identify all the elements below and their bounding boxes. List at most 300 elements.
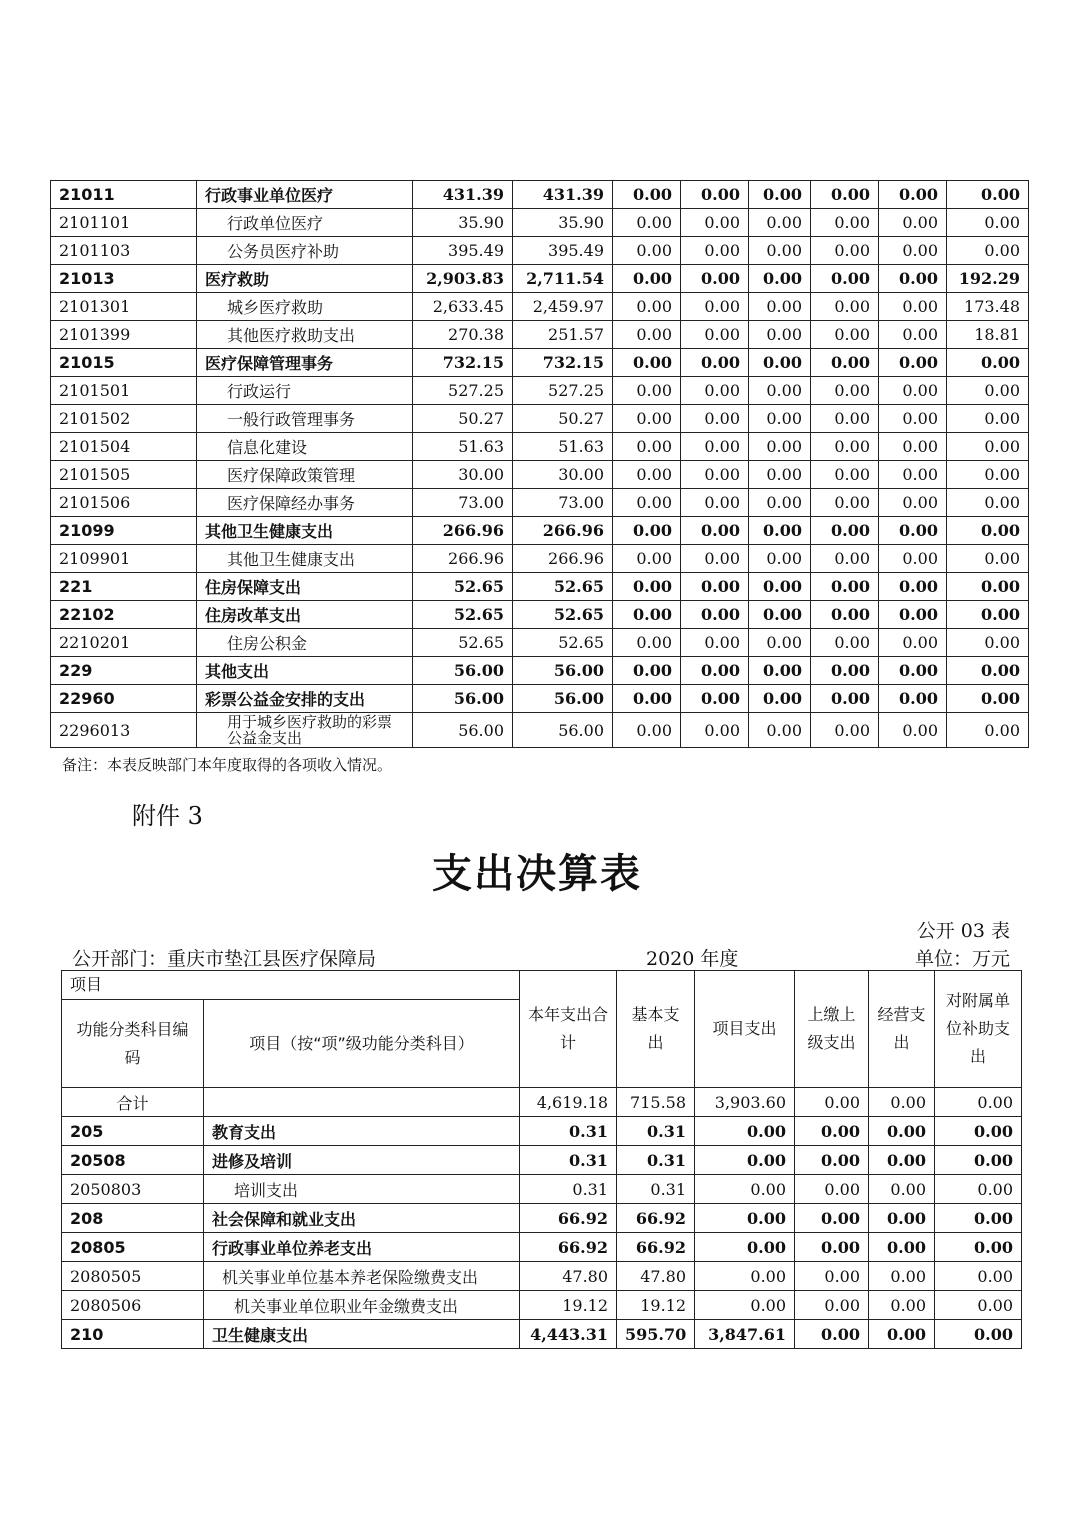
expenditure-table (61, 970, 1022, 1349)
row-value: 0.00 (935, 1088, 1022, 1117)
row-name: 行政事业单位养老支出 (204, 1233, 520, 1262)
row-value: 0.00 (879, 349, 947, 377)
row-name: 其他医疗救助支出 (197, 321, 413, 349)
row-value: 0.00 (811, 237, 879, 265)
row-value: 0.00 (749, 685, 811, 713)
row-value: 0.31 (617, 1146, 695, 1175)
row-name: 行政事业单位医疗 (197, 181, 413, 209)
row-value: 0.00 (613, 517, 681, 545)
row-name: 城乡医疗救助 (197, 293, 413, 321)
row-code: 22102 (51, 601, 197, 629)
row-value: 0.00 (935, 1262, 1022, 1291)
row-value: 0.00 (879, 545, 947, 573)
row-value: 0.00 (749, 293, 811, 321)
row-value: 52.65 (413, 629, 513, 657)
row-value: 0.00 (947, 461, 1029, 489)
row-code: 2080505 (62, 1262, 204, 1291)
row-code: 21099 (51, 517, 197, 545)
row-value: 0.00 (749, 433, 811, 461)
table-row (51, 629, 1029, 657)
row-value: 0.00 (795, 1291, 869, 1320)
row-value: 0.00 (749, 181, 811, 209)
row-value: 0.00 (935, 1146, 1022, 1175)
row-value: 0.00 (811, 545, 879, 573)
row-name: 卫生健康支出 (204, 1320, 520, 1349)
table-row (51, 433, 1029, 461)
row-value: 0.00 (869, 1320, 935, 1349)
row-value: 0.00 (681, 629, 749, 657)
income-table-body (51, 181, 1029, 748)
table-row (51, 657, 1029, 685)
row-value: 0.00 (681, 489, 749, 517)
row-value: 732.15 (513, 349, 613, 377)
row-value: 0.00 (613, 489, 681, 517)
row-value: 0.00 (681, 657, 749, 685)
row-value: 0.00 (879, 181, 947, 209)
row-value: 0.00 (749, 265, 811, 293)
row-value: 0.00 (947, 545, 1029, 573)
row-value: 0.00 (811, 461, 879, 489)
row-value: 56.00 (513, 713, 613, 748)
header-name: 项目（按“项”级功能分类科目） (204, 1000, 520, 1088)
row-value: 0.00 (681, 573, 749, 601)
row-value: 0.00 (947, 629, 1029, 657)
row-code: 2080506 (62, 1291, 204, 1320)
row-value: 0.00 (879, 377, 947, 405)
row-value: 0.00 (695, 1233, 795, 1262)
year-label: 2020 年度 (646, 948, 739, 970)
row-value: 47.80 (617, 1262, 695, 1291)
row-name: 进修及培训 (204, 1146, 520, 1175)
row-value: 4,443.31 (520, 1320, 617, 1349)
row-value: 0.00 (947, 685, 1029, 713)
row-name: 医疗救助 (197, 265, 413, 293)
row-name: 信息化建设 (197, 433, 413, 461)
row-name: 其他卫生健康支出 (197, 517, 413, 545)
row-value: 0.00 (749, 237, 811, 265)
row-value: 715.58 (617, 1088, 695, 1117)
row-code: 21011 (51, 181, 197, 209)
table-row (62, 1262, 1022, 1291)
row-code: 2101301 (51, 293, 197, 321)
table-row (51, 685, 1029, 713)
row-value: 0.00 (613, 433, 681, 461)
table-row (51, 321, 1029, 349)
row-value: 0.00 (811, 433, 879, 461)
row-value: 0.00 (681, 349, 749, 377)
row-code: 229 (51, 657, 197, 685)
row-value: 0.00 (811, 713, 879, 748)
row-value: 19.12 (617, 1291, 695, 1320)
row-value: 0.00 (749, 545, 811, 573)
table-row (51, 405, 1029, 433)
row-value: 0.00 (935, 1117, 1022, 1146)
row-value: 0.00 (795, 1204, 869, 1233)
header-total: 本年支出合计 (520, 971, 617, 1088)
row-value: 52.65 (513, 629, 613, 657)
header-code: 功能分类科目编码 (62, 1000, 204, 1088)
row-value: 0.00 (811, 209, 879, 237)
row-value: 0.00 (613, 349, 681, 377)
row-value: 2,711.54 (513, 265, 613, 293)
row-value: 732.15 (413, 349, 513, 377)
row-value: 0.00 (749, 209, 811, 237)
row-value: 0.00 (795, 1262, 869, 1291)
row-value: 52.65 (513, 601, 613, 629)
row-value: 0.00 (749, 713, 811, 748)
row-value: 266.96 (413, 517, 513, 545)
row-value: 0.00 (811, 573, 879, 601)
row-value: 0.00 (879, 433, 947, 461)
row-code: 205 (62, 1117, 204, 1146)
row-value: 0.00 (613, 209, 681, 237)
row-value: 0.00 (811, 601, 879, 629)
row-value: 0.00 (795, 1320, 869, 1349)
unit-label: 单位：万元 (914, 948, 1010, 970)
row-value: 0.31 (617, 1175, 695, 1204)
row-value: 3,903.60 (695, 1088, 795, 1117)
row-value: 0.00 (613, 657, 681, 685)
row-value: 0.00 (795, 1233, 869, 1262)
row-code: 2050803 (62, 1175, 204, 1204)
row-value: 0.00 (811, 629, 879, 657)
row-code: 2101506 (51, 489, 197, 517)
table-row (51, 601, 1029, 629)
row-value: 56.00 (413, 657, 513, 685)
row-name: 住房公积金 (197, 629, 413, 657)
row-name: 机关事业单位基本养老保险缴费支出 (204, 1262, 520, 1291)
table-row (51, 713, 1029, 748)
row-value: 56.00 (513, 685, 613, 713)
row-value: 0.00 (947, 209, 1029, 237)
table-row (62, 1204, 1022, 1233)
row-value: 0.00 (869, 1233, 935, 1262)
row-value: 0.00 (869, 1262, 935, 1291)
income-table-continued (50, 180, 1029, 748)
table-row (51, 517, 1029, 545)
row-value: 0.00 (613, 265, 681, 293)
row-value: 0.00 (947, 405, 1029, 433)
row-name: 教育支出 (204, 1117, 520, 1146)
row-value: 0.00 (613, 321, 681, 349)
row-value: 0.00 (681, 685, 749, 713)
table-row (62, 1291, 1022, 1320)
row-value: 0.00 (879, 209, 947, 237)
table-row (62, 1117, 1022, 1146)
table-row (51, 265, 1029, 293)
table-row (51, 209, 1029, 237)
row-value: 0.00 (947, 713, 1029, 748)
row-value: 2,633.45 (413, 293, 513, 321)
row-value: 395.49 (413, 237, 513, 265)
row-value: 0.00 (879, 405, 947, 433)
total-label: 合计 (62, 1088, 204, 1117)
row-code: 221 (51, 573, 197, 601)
row-name: 用于城乡医疗救助的彩票公益金支出 (197, 713, 413, 748)
row-value: 0.00 (613, 545, 681, 573)
row-value: 18.81 (947, 321, 1029, 349)
row-value: 0.00 (879, 265, 947, 293)
expenditure-table-body (62, 1088, 1022, 1349)
row-value: 0.00 (811, 489, 879, 517)
row-value: 0.00 (879, 685, 947, 713)
row-name: 其他卫生健康支出 (197, 545, 413, 573)
row-value: 0.00 (681, 601, 749, 629)
row-value: 30.00 (413, 461, 513, 489)
table-row (62, 1088, 1022, 1117)
row-value: 52.65 (413, 573, 513, 601)
row-code: 2101502 (51, 405, 197, 433)
row-value: 0.00 (695, 1291, 795, 1320)
row-value: 0.00 (613, 461, 681, 489)
row-name: 机关事业单位职业年金缴费支出 (204, 1291, 520, 1320)
row-code: 22960 (51, 685, 197, 713)
row-value: 0.00 (749, 629, 811, 657)
row-name: 住房改革支出 (197, 601, 413, 629)
attachment-text: 附件 (132, 802, 180, 830)
row-value: 56.00 (513, 657, 613, 685)
row-value: 19.12 (520, 1291, 617, 1320)
row-value: 0.00 (681, 321, 749, 349)
attachment-label (132, 796, 203, 831)
header-basic: 基本支出 (617, 971, 695, 1088)
row-value: 0.00 (869, 1291, 935, 1320)
row-code: 21013 (51, 265, 197, 293)
row-value: 0.31 (520, 1175, 617, 1204)
table-row (51, 489, 1029, 517)
row-value: 0.00 (695, 1262, 795, 1291)
row-value: 0.00 (795, 1088, 869, 1117)
row-value: 35.90 (413, 209, 513, 237)
row-value: 51.63 (413, 433, 513, 461)
row-value: 251.57 (513, 321, 613, 349)
row-value: 0.00 (681, 517, 749, 545)
row-value: 66.92 (617, 1233, 695, 1262)
row-code: 2101101 (51, 209, 197, 237)
row-name: 行政运行 (197, 377, 413, 405)
table-row (51, 377, 1029, 405)
page-title: 支出决算表 (432, 850, 642, 897)
attachment-number: 3 (187, 802, 203, 830)
row-value: 66.92 (617, 1204, 695, 1233)
table-row (51, 545, 1029, 573)
row-value: 0.00 (811, 349, 879, 377)
row-value: 595.70 (617, 1320, 695, 1349)
row-value: 0.00 (935, 1291, 1022, 1320)
row-value: 0.00 (613, 713, 681, 748)
row-value: 0.00 (869, 1088, 935, 1117)
row-value: 51.63 (513, 433, 613, 461)
row-value: 0.00 (879, 657, 947, 685)
table-row (51, 293, 1029, 321)
row-code: 20508 (62, 1146, 204, 1175)
table-row (51, 349, 1029, 377)
row-value: 0.00 (811, 517, 879, 545)
row-value: 0.00 (795, 1117, 869, 1146)
row-code: 21015 (51, 349, 197, 377)
row-value: 0.00 (879, 489, 947, 517)
row-value: 0.00 (749, 349, 811, 377)
row-value: 0.00 (947, 349, 1029, 377)
row-value: 0.00 (947, 489, 1029, 517)
header-subsidy: 对附属单位补助支出 (935, 971, 1022, 1088)
table-note: 备注：本表反映部门本年度取得的各项收入情况。 (62, 756, 393, 774)
row-value: 431.39 (413, 181, 513, 209)
row-value: 527.25 (513, 377, 613, 405)
row-value: 0.00 (613, 629, 681, 657)
table-row (62, 1320, 1022, 1349)
row-value: 0.00 (613, 237, 681, 265)
row-value: 0.00 (869, 1117, 935, 1146)
row-name: 培训支出 (204, 1175, 520, 1204)
row-value: 0.00 (947, 573, 1029, 601)
row-value: 0.00 (749, 601, 811, 629)
row-value: 527.25 (413, 377, 513, 405)
row-value: 266.96 (513, 517, 613, 545)
row-value: 0.00 (795, 1175, 869, 1204)
row-value: 0.00 (681, 433, 749, 461)
row-value: 0.00 (947, 657, 1029, 685)
row-value: 0.00 (879, 461, 947, 489)
row-value: 0.00 (681, 237, 749, 265)
row-value: 266.96 (413, 545, 513, 573)
department-label: 公开部门：重庆市垫江县医疗保障局 (72, 948, 377, 970)
row-value: 0.00 (869, 1204, 935, 1233)
row-value: 0.31 (520, 1146, 617, 1175)
table-row (62, 1146, 1022, 1175)
row-name: 医疗保障政策管理 (197, 461, 413, 489)
row-value: 0.00 (935, 1204, 1022, 1233)
row-value: 2,903.83 (413, 265, 513, 293)
table-row (51, 181, 1029, 209)
row-value: 0.00 (613, 405, 681, 433)
row-value: 47.80 (520, 1262, 617, 1291)
row-value: 50.27 (413, 405, 513, 433)
row-value: 0.00 (879, 601, 947, 629)
row-value: 0.00 (681, 293, 749, 321)
row-value: 0.00 (869, 1175, 935, 1204)
row-value: 0.00 (695, 1117, 795, 1146)
row-value: 3,847.61 (695, 1320, 795, 1349)
row-value: 0.00 (879, 321, 947, 349)
row-value: 66.92 (520, 1233, 617, 1262)
row-value: 0.00 (935, 1175, 1022, 1204)
row-value: 0.00 (749, 405, 811, 433)
sheet-number: 公开 03 表 (916, 920, 1010, 942)
row-name (204, 1088, 520, 1117)
header-item: 项目支出 (695, 971, 795, 1088)
row-value: 0.00 (879, 713, 947, 748)
row-value: 0.00 (935, 1320, 1022, 1349)
row-value: 0.00 (695, 1146, 795, 1175)
row-value: 270.38 (413, 321, 513, 349)
row-code: 20805 (62, 1233, 204, 1262)
row-value: 0.00 (811, 265, 879, 293)
row-value: 73.00 (413, 489, 513, 517)
row-value: 0.00 (811, 405, 879, 433)
table-row (62, 1233, 1022, 1262)
row-value: 266.96 (513, 545, 613, 573)
row-code: 2109901 (51, 545, 197, 573)
row-value: 0.00 (935, 1233, 1022, 1262)
row-name: 公务员医疗补助 (197, 237, 413, 265)
row-value: 35.90 (513, 209, 613, 237)
row-value: 0.00 (681, 181, 749, 209)
row-value: 0.00 (947, 601, 1029, 629)
row-value: 0.00 (811, 293, 879, 321)
row-value: 395.49 (513, 237, 613, 265)
row-name: 一般行政管理事务 (197, 405, 413, 433)
row-value: 0.00 (681, 545, 749, 573)
row-value: 56.00 (413, 685, 513, 713)
row-value: 0.00 (869, 1146, 935, 1175)
row-value: 0.00 (947, 237, 1029, 265)
row-value: 0.00 (613, 573, 681, 601)
row-value: 0.00 (681, 405, 749, 433)
row-value: 73.00 (513, 489, 613, 517)
row-value: 0.00 (749, 321, 811, 349)
row-value: 2,459.97 (513, 293, 613, 321)
row-value: 50.27 (513, 405, 613, 433)
row-code: 2101505 (51, 461, 197, 489)
row-value: 0.00 (947, 433, 1029, 461)
row-value: 0.00 (811, 685, 879, 713)
row-value: 0.00 (879, 237, 947, 265)
row-value: 0.00 (613, 377, 681, 405)
row-value: 0.00 (811, 377, 879, 405)
row-value: 0.00 (695, 1175, 795, 1204)
row-value: 0.00 (749, 489, 811, 517)
row-code: 2101103 (51, 237, 197, 265)
row-value: 0.00 (947, 517, 1029, 545)
table-row (51, 461, 1029, 489)
row-value: 52.65 (413, 601, 513, 629)
row-value: 52.65 (513, 573, 613, 601)
row-value: 66.92 (520, 1204, 617, 1233)
row-code: 208 (62, 1204, 204, 1233)
row-code: 2101504 (51, 433, 197, 461)
row-value: 0.31 (520, 1117, 617, 1146)
row-value: 0.00 (749, 517, 811, 545)
row-value: 0.00 (811, 657, 879, 685)
row-value: 173.48 (947, 293, 1029, 321)
header-business: 经营支出 (869, 971, 935, 1088)
row-value: 30.00 (513, 461, 613, 489)
table-row (62, 1175, 1022, 1204)
row-value: 0.00 (879, 517, 947, 545)
row-name: 行政单位医疗 (197, 209, 413, 237)
row-name: 其他支出 (197, 657, 413, 685)
row-code: 2101501 (51, 377, 197, 405)
row-value: 0.00 (811, 321, 879, 349)
header-upper: 上缴上级支出 (795, 971, 869, 1088)
row-name: 住房保障支出 (197, 573, 413, 601)
row-value: 0.00 (681, 209, 749, 237)
row-value: 0.00 (749, 461, 811, 489)
row-code: 2101399 (51, 321, 197, 349)
row-value: 192.29 (947, 265, 1029, 293)
row-value: 56.00 (413, 713, 513, 748)
row-value: 0.00 (947, 181, 1029, 209)
row-value: 0.00 (613, 293, 681, 321)
row-name: 医疗保障管理事务 (197, 349, 413, 377)
row-value: 0.00 (681, 265, 749, 293)
row-code: 2296013 (51, 713, 197, 748)
row-value: 0.00 (695, 1204, 795, 1233)
row-value: 0.00 (947, 377, 1029, 405)
row-code: 210 (62, 1320, 204, 1349)
row-name: 医疗保障经办事务 (197, 489, 413, 517)
